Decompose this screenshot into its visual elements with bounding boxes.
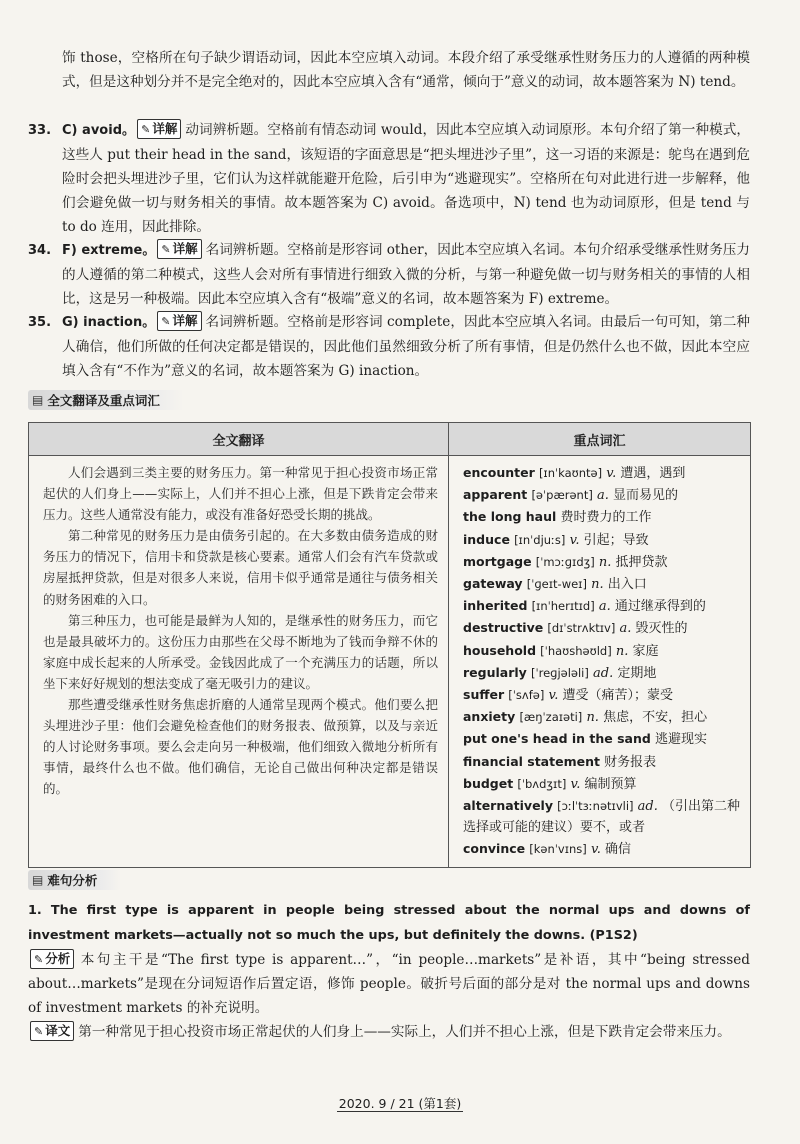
pen-icon: ✎ xyxy=(141,123,151,136)
vocab-phonetic: [ɔːlˈtɜːnətɪvli] xyxy=(557,799,634,814)
vocab-phonetic: [ˈɡeɪt-weɪ] xyxy=(526,577,587,592)
question-number: 33. xyxy=(28,123,52,138)
vocab-word: put one's head in the sand xyxy=(463,731,651,747)
vocab-pos: a. xyxy=(598,599,611,615)
vocab-pos: a. xyxy=(619,621,632,637)
vocab-word: apparent xyxy=(463,487,528,503)
vocab-item xyxy=(463,795,744,838)
vocab-definition: 编制预算 xyxy=(584,776,637,792)
vocab-item xyxy=(463,551,744,573)
vocab-item xyxy=(463,573,744,595)
vocab-item xyxy=(463,484,744,506)
vocab-pos: v. xyxy=(570,776,581,792)
page-number: 2020. 9 / 21 (第1套) xyxy=(338,1096,462,1111)
vocab-definition: （引出第二种选择或可能的建议）要不，或者 xyxy=(463,799,741,836)
book-icon: ▤ xyxy=(32,873,44,887)
question-number: 35. xyxy=(28,315,52,330)
vocab-item xyxy=(463,728,744,750)
vocab-word: gateway xyxy=(463,576,523,592)
vocab-item xyxy=(463,462,744,484)
vocab-list xyxy=(449,456,750,867)
vocab-item xyxy=(463,529,744,551)
translation-cell xyxy=(29,456,449,868)
vocab-phonetic: [ˈmɔːɡɪdʒ] xyxy=(535,554,595,569)
vocab-phonetic: [ɪnˈherɪtɪd] xyxy=(531,599,595,614)
table-header-vocab: 重点词汇 xyxy=(449,423,751,456)
vocab-phonetic: [əˈpærənt] xyxy=(531,488,593,503)
detail-tag: ✎ 详解 xyxy=(137,119,181,139)
vocab-phonetic: [ɪnˈdjuːs] xyxy=(514,532,566,547)
vocab-phonetic: [ˈbʌdʒɪt] xyxy=(517,776,567,791)
vocab-pos: v. xyxy=(548,688,559,704)
vocab-definition: 通过继承得到的 xyxy=(614,599,706,615)
vocab-word: induce xyxy=(463,531,510,547)
vocab-phonetic: [ɪnˈkaʊntə] xyxy=(538,466,603,480)
question-33 xyxy=(28,118,750,239)
vocab-pos: n. xyxy=(586,710,599,726)
translation-tag: ✎ 译文 xyxy=(30,1021,74,1041)
vocab-cell xyxy=(449,456,751,868)
vocab-item xyxy=(463,595,744,617)
vocab-word: destructive xyxy=(463,620,544,636)
vocab-pos: n. xyxy=(598,554,612,570)
vocab-item xyxy=(463,617,744,639)
vocab-item xyxy=(463,662,744,684)
vocab-item xyxy=(463,684,744,706)
vocab-definition: 出入口 xyxy=(607,577,647,593)
vocab-word: inherited xyxy=(463,598,528,614)
question-explanation: 名词辨析题。空格前是形容词 other，因此本空应填入名词。本句介绍承受继承性财务压力的人遵循的第二种模式，这些人会对所有事情进行细致入微的分析，与第一种避免做一切与财务相关的事情的人相比，这是另一种极端。因此本空应填入含有“极端”意义的名词，故本题答案为 F) extreme。 xyxy=(62,242,751,307)
vocab-word: encounter xyxy=(463,465,535,480)
vocab-pos: v. xyxy=(569,532,580,548)
pen-icon: ✎ xyxy=(34,953,44,966)
vocab-word: regularly xyxy=(463,664,527,680)
vocab-word: mortgage xyxy=(463,553,532,569)
vocab-definition: 财务报表 xyxy=(604,754,657,770)
vocab-item xyxy=(463,706,744,728)
vocab-word: convince xyxy=(463,841,526,857)
detail-tag: ✎ 详解 xyxy=(157,239,201,259)
detail-tag: ✎ 详解 xyxy=(157,311,201,331)
translation-paragraph: 那些遭受继承性财务焦虑折磨的人通常呈现两个模式。他们要么把头埋进沙子里：他们会避免检查他们的财务报表、做预算，以及与亲近的人讨论财务事项。要么会走向另一种极端，他们细致入微地分析所有事情，最终什么也不做。他们确信，无论自己做出何种决定都是错误的。 xyxy=(43,697,438,797)
vocab-word: the long haul xyxy=(463,509,557,525)
vocab-pos: ad. xyxy=(593,665,614,681)
vocab-phonetic: [ˈreɡjələli] xyxy=(530,665,589,680)
vocab-pos: a. xyxy=(596,488,609,504)
table-header-translation: 全文翻译 xyxy=(29,423,449,456)
vocab-phonetic: [dɪˈstrʌktɪv] xyxy=(547,621,616,636)
vocab-phonetic: [ˈhaʊshəʊld] xyxy=(540,643,612,658)
vocab-definition: 确信 xyxy=(605,842,632,858)
pen-icon: ✎ xyxy=(161,243,171,256)
vocab-pos: ad. xyxy=(637,799,658,815)
vocab-item xyxy=(463,773,744,795)
vocab-pos: n. xyxy=(615,643,629,659)
analysis-tag: ✎ 分析 xyxy=(30,949,74,969)
vocab-pos: v. xyxy=(606,466,617,481)
pen-icon: ✎ xyxy=(161,315,171,328)
translation-text: 第一种常见于担心投资市场正常起伏的人们身上——实际上，人们并不担心上涨，但是下跌肯定会带来压力。 xyxy=(78,1024,731,1040)
question-answer: C) avoid。 xyxy=(62,123,136,138)
vocab-definition: 引起；导致 xyxy=(583,532,649,548)
sentence-number: 1. xyxy=(28,903,42,918)
question-explanation: 动词辨析题。空格前有情态动词 would，因此本空应填入动词原形。本句介绍了第一种模式，这些人 put their head in the sand，该短语的字面意思是“把头埋进沙子里”，这一习语的来源是：鸵鸟在遇到危险时会把头埋进沙子里，它们认为这样就能避开危险，后引申为“逃避现实”。空格所在句对此进行进一步解释，他们会避免做一切与财务相关的事情。故本题答案为 C) avoid。备选项中，N) tend 也为动词原形，但是 tend 与 to do 连用，因此排除。 xyxy=(62,122,750,235)
question-explanation: 名词辨析题。空格前是形容词 complete，因此本空应填入名词。由最后一句可知，第二种人确信，他们所做的任何决定都是错误的，因此他们虽然细致分析了所有事情，但是仍然什么也不做，因此本空应填入含有“不作为”意义的名词，故本题答案为 G) inaction。 xyxy=(62,314,751,379)
analysis-text: 本句主干是“The first type is apparent…”，“in people…markets”是补语，其中“being stressed about…markets”是现在分词短语作后置定语，修饰 people。破折号后面的部分是对 the normal ups and downs of investment markets 的补充说明。 xyxy=(28,952,750,1016)
translation-vocab-table xyxy=(28,422,751,868)
difficult-sentence-1 xyxy=(28,898,750,1044)
vocab-item xyxy=(463,838,744,860)
vocab-item xyxy=(463,640,744,662)
vocab-item xyxy=(463,751,744,773)
vocab-definition: 费时费力的工作 xyxy=(560,510,652,526)
pen-icon: ✎ xyxy=(34,1025,44,1038)
vocab-word: household xyxy=(463,642,537,658)
vocab-definition: 遭受（痛苦）；蒙受 xyxy=(562,688,674,704)
question-answer: F) extreme。 xyxy=(62,243,156,258)
vocab-pos: v. xyxy=(590,842,601,858)
page-footer xyxy=(0,1094,800,1112)
english-sentence: The first type is apparent in people being stressed about the normal ups and downs of investment markets—actually not so much the ups, but definitely the downs. (P1S2) xyxy=(28,903,750,943)
vocab-definition: 定期地 xyxy=(617,665,657,681)
question-35 xyxy=(28,310,750,383)
vocab-word: suffer xyxy=(463,687,505,703)
question-answer: G) inaction。 xyxy=(62,315,156,330)
book-icon: ▤ xyxy=(32,393,44,407)
vocab-word: anxiety xyxy=(463,709,516,725)
section-heading-difficult: ▤ 难句分析 xyxy=(28,870,121,890)
vocab-definition: 毁灭性的 xyxy=(635,621,688,637)
translation-paragraph: 人们会遇到三类主要的财务压力。第一种常见于担心投资市场正常起伏的人们身上——实际上，人们并不担心上涨，但是下跌肯定会带来压力。这些人通常没有能力，或没有准备好恐受长期的挑战。 xyxy=(43,465,438,523)
vocab-word: alternatively xyxy=(463,798,553,814)
vocab-phonetic: [æŋˈzaɪəti] xyxy=(519,710,583,725)
vocab-word: financial statement xyxy=(463,753,600,769)
section-heading-translation: ▤ 全文翻译及重点词汇 xyxy=(28,390,184,410)
translation-paragraph: 第二种常见的财务压力是由债务引起的。在大多数由债务造成的财务压力的情况下，信用卡和贷款是核心要素。通常人们会有汽车贷款或房屋抵押贷款，但是对很多人来说，信用卡似乎通常是通往与债务相关的财务困难的入口。 xyxy=(43,528,438,607)
vocab-pos: n. xyxy=(591,577,604,593)
intro-paragraph: 饰 those，空格所在句子缺少谓语动词，因此本空应填入动词。本段介绍了承受继承性财务压力的人遵循的两种模式，但是这种划分并不是完全绝对的，因此本空应填入含有“通常，倾向于”意义的动词，故本题答案为 N) tend。 xyxy=(62,50,750,90)
vocab-definition: 家庭 xyxy=(632,643,659,659)
vocab-definition: 显而易见的 xyxy=(613,488,679,504)
vocab-phonetic: [kənˈvɪns] xyxy=(529,842,587,857)
vocab-item xyxy=(463,506,744,528)
question-34 xyxy=(28,238,750,311)
question-number: 34. xyxy=(28,243,52,258)
vocab-definition: 遭遇，遇到 xyxy=(620,466,686,481)
vocab-definition: 焦虑，不安，担心 xyxy=(603,710,708,726)
vocab-word: budget xyxy=(463,775,514,791)
vocab-definition: 逃避现实 xyxy=(654,732,707,748)
vocab-phonetic: [ˈsʌfə] xyxy=(508,688,545,703)
vocab-definition: 抵押贷款 xyxy=(615,554,668,570)
translation-paragraph: 第三种压力，也可能是最鲜为人知的，是继承性的财务压力，而它也是最具破坏力的。这份压力由那些在父母不断地为了钱而争辩不休的家庭中成长起来的人所承受。金钱因此成了一个充满压力的话题，所以坐下来好好规划的想法变成了毫无吸引力的建议。 xyxy=(43,612,438,691)
